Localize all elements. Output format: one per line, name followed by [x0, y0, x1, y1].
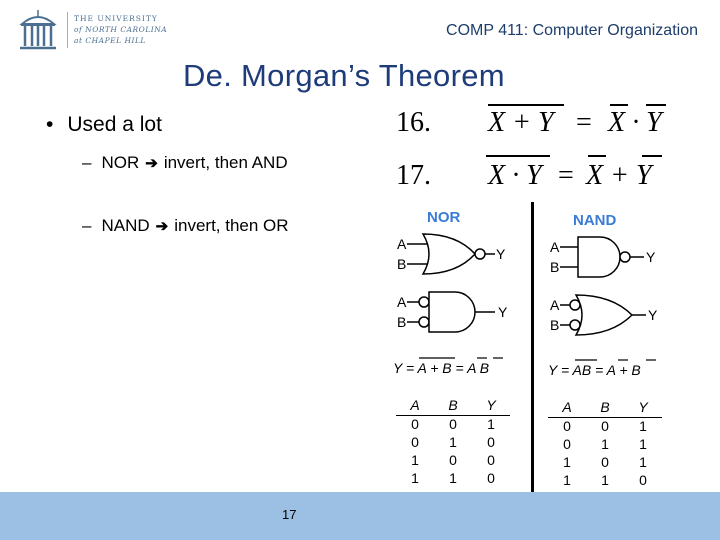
table-cell: 1 [411, 470, 419, 486]
slide-footer [0, 492, 720, 540]
table-cell: 1 [639, 454, 647, 470]
sub-bullet-nor: – NOR ➔ invert, then AND [82, 153, 288, 172]
column-header: Y [472, 396, 510, 415]
nand-gate-symbol [548, 235, 688, 283]
table-row [396, 433, 510, 451]
table-row [396, 451, 510, 469]
table-cell: 0 [639, 472, 647, 488]
nand-expression [548, 357, 683, 379]
table-cell: 1 [449, 434, 457, 450]
equation-rhs: X · Y [608, 107, 662, 138]
table-cell: 0 [449, 416, 457, 433]
logo-line-3: at CHAPEL HILL [74, 36, 146, 45]
table-cell: 0 [411, 416, 419, 433]
nand-truth-table [548, 398, 662, 489]
table-row [548, 417, 662, 435]
table-cell: 1 [487, 416, 495, 433]
table-cell: 1 [563, 454, 571, 470]
table-cell: 0 [411, 434, 419, 450]
logo-wordmark [74, 13, 167, 46]
svg-text:B: B [397, 256, 407, 272]
column-header: A [548, 398, 586, 417]
table-cell: 1 [449, 470, 457, 486]
table-cell: 1 [601, 472, 609, 488]
svg-text:=: = [576, 107, 592, 138]
nor-heading: NOR [427, 209, 461, 226]
table-cell: 1 [639, 418, 647, 435]
svg-text:Y: Y [646, 249, 656, 265]
old-well-icon [18, 8, 58, 52]
svg-text:A: A [397, 294, 407, 310]
sub-bullet-nand-right: invert, then OR [174, 216, 289, 235]
table-header-row [548, 398, 662, 417]
right-arrow-icon: ➔ [155, 218, 169, 235]
equation-17 [384, 151, 684, 191]
svg-text:B: B [397, 314, 407, 330]
table-header-row [396, 396, 510, 415]
nor-gate-symbol [395, 232, 535, 280]
svg-text:=: = [558, 160, 574, 191]
sub-bullet-nor-right: invert, then AND [163, 153, 288, 172]
sub-bullet-nor-left: NOR [101, 153, 140, 172]
page-number: 17 [282, 507, 297, 522]
svg-text:A: A [397, 236, 407, 252]
table-cell: 0 [563, 418, 571, 435]
logo-divider [67, 12, 68, 48]
nand-heading: NAND [573, 212, 617, 229]
table-row [548, 471, 662, 489]
table-cell: 0 [487, 434, 495, 450]
table-cell: 0 [487, 470, 495, 486]
table-row [396, 469, 510, 487]
table-row [548, 453, 662, 471]
svg-text:A: A [550, 297, 560, 313]
svg-text:B: B [550, 259, 560, 275]
equation-16 [384, 100, 684, 140]
university-logo [18, 8, 178, 52]
table-cell: 1 [411, 452, 419, 468]
table-row [548, 435, 662, 453]
equation-number: 17. [396, 160, 431, 191]
svg-text:Y: Y [648, 307, 658, 323]
table-cell: 0 [487, 452, 495, 468]
main-bullet: • Used a lot [46, 113, 162, 136]
table-row [396, 415, 510, 433]
svg-text:Y: Y [496, 246, 506, 262]
svg-text:Y = A + B = A B: Y = A + B = A B [393, 360, 490, 376]
table-cell: 0 [563, 436, 571, 452]
equation-rhs: X + Y [586, 160, 652, 191]
svg-text:B: B [550, 317, 560, 333]
svg-text:A: A [550, 239, 560, 255]
column-header: Y [624, 398, 662, 417]
nor-expression [393, 355, 528, 377]
logo-line-2: of NORTH CAROLINA [74, 25, 168, 34]
table-cell: 1 [639, 436, 647, 452]
course-title: COMP 411: Computer Organization [446, 22, 698, 39]
table-cell: 0 [601, 454, 609, 470]
svg-text:Y: Y [498, 304, 508, 320]
main-bullet-text: Used a lot [67, 113, 162, 136]
equation-number: 16. [396, 107, 431, 138]
sub-bullet-nand: – NAND ➔ invert, then OR [82, 216, 289, 235]
equation-lhs: X · Y [488, 160, 542, 191]
table-cell: 1 [601, 436, 609, 452]
slide-title: De. Morgan’s Theorem [183, 58, 505, 93]
column-header: B [434, 396, 472, 415]
column-header: A [396, 396, 434, 415]
table-cell: 1 [563, 472, 571, 488]
nor-equivalent-gate-symbol [395, 290, 535, 338]
equation-lhs: X + Y [488, 107, 554, 138]
table-cell: 0 [601, 418, 609, 435]
sub-bullet-nand-left: NAND [101, 216, 150, 235]
logo-line-1: THE UNIVERSITY [74, 14, 158, 23]
svg-text:Y = AB = A + B: Y = AB = A + B [548, 362, 641, 378]
nor-truth-table [396, 396, 510, 487]
column-header: B [586, 398, 624, 417]
nand-equivalent-gate-symbol [548, 293, 688, 341]
table-cell: 0 [449, 452, 457, 468]
right-arrow-icon: ➔ [145, 155, 158, 172]
